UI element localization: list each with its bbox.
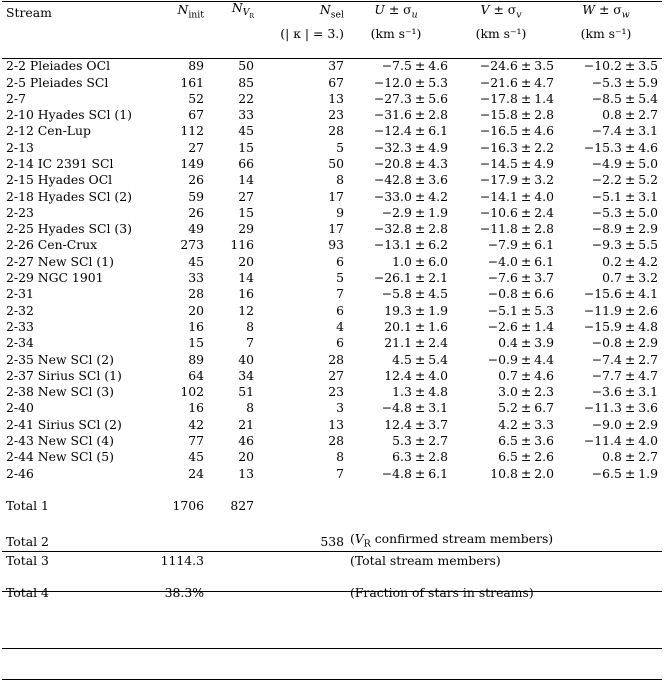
n-init-cell: 112 xyxy=(180,123,204,139)
n-sel-cell: 93 xyxy=(328,237,344,253)
w-cell: −5.3 ± 5.9 xyxy=(591,74,658,90)
u-cell: −33.0 ± 4.2 xyxy=(373,188,448,204)
stream-name: 2-29 NGC 1901 xyxy=(6,270,104,286)
n-sel-cell: 5 xyxy=(336,270,344,286)
n-vr-cell: 29 xyxy=(238,221,254,237)
n-vr-cell: 12 xyxy=(238,302,254,318)
n-sel-cell: 5 xyxy=(336,139,344,155)
u-cell: 4.5 ± 5.4 xyxy=(392,351,448,367)
table-row xyxy=(6,303,658,319)
header-u: $\overline{U} \pm \sigma_u$ xyxy=(374,1,418,21)
w-cell: −8.5 ± 5.4 xyxy=(591,90,658,106)
stream-name: 2-34 xyxy=(6,335,34,351)
table-row xyxy=(6,417,658,433)
n-init-cell: 273 xyxy=(180,237,204,253)
stream-name: 2-38 New SCl (3) xyxy=(6,384,114,400)
table-row xyxy=(6,140,658,156)
u-cell: −7.5 ± 4.6 xyxy=(381,58,448,74)
n-sel-cell: 6 xyxy=(336,302,344,318)
table-row xyxy=(6,123,658,139)
stream-name: 2-2 Pleiades OCl xyxy=(6,58,111,74)
total4-fraction: 38.3% xyxy=(164,585,204,601)
n-init-cell: 59 xyxy=(188,188,204,204)
n-init-cell: 89 xyxy=(188,351,204,367)
table-row xyxy=(6,91,658,107)
total1-label: Total 1 xyxy=(6,498,49,514)
n-init-cell: 52 xyxy=(188,90,204,106)
table-row xyxy=(6,221,658,237)
u-cell: 1.0 ± 6.0 xyxy=(392,253,448,269)
n-init-cell: 49 xyxy=(188,221,204,237)
n-sel-cell: 9 xyxy=(336,204,344,220)
v-cell: −7.9 ± 6.1 xyxy=(487,237,554,253)
n-sel-cell: 28 xyxy=(328,123,344,139)
w-cell: −7.4 ± 3.1 xyxy=(591,123,658,139)
n-vr-cell: 46 xyxy=(238,433,254,449)
stream-name: 2-26 Cen-Crux xyxy=(6,237,98,253)
n-init-cell: 64 xyxy=(188,367,204,383)
n-sel-cell: 13 xyxy=(328,416,344,432)
table-row xyxy=(6,205,658,221)
stream-name: 2-35 New SCl (2) xyxy=(6,351,114,367)
n-sel-cell: 13 xyxy=(328,90,344,106)
n-vr-cell: 40 xyxy=(238,351,254,367)
total3-rule xyxy=(2,648,662,649)
n-init-cell: 28 xyxy=(188,286,204,302)
u-cell: 6.3 ± 2.8 xyxy=(392,449,448,465)
n-vr-cell: 66 xyxy=(238,156,254,171)
total1-n-init: 1706 xyxy=(172,498,204,514)
table-row xyxy=(6,433,658,449)
n-sel-cell: 27 xyxy=(328,367,344,383)
u-cell: −32.8 ± 2.8 xyxy=(373,221,448,237)
u-cell: −26.1 ± 2.1 xyxy=(373,270,448,286)
u-cell: 1.3 ± 4.8 xyxy=(392,384,448,400)
w-cell: −9.3 ± 5.5 xyxy=(591,237,658,253)
w-cell: 0.2 ± 4.2 xyxy=(602,253,658,269)
u-cell: 20.1 ± 1.6 xyxy=(384,318,448,334)
w-cell: −15.6 ± 4.1 xyxy=(583,286,658,302)
table-row xyxy=(6,335,658,351)
w-cell: 0.7 ± 3.2 xyxy=(602,270,658,286)
w-cell: −3.6 ± 3.1 xyxy=(591,384,658,400)
table-row xyxy=(6,319,658,335)
u-cell: −13.1 ± 6.2 xyxy=(373,237,448,253)
total4-note: (Fraction of stars in streams) xyxy=(350,585,534,601)
table-row xyxy=(6,286,658,302)
n-sel-cell: 28 xyxy=(328,351,344,367)
table-row xyxy=(6,449,658,465)
u-cell: 5.3 ± 2.7 xyxy=(392,433,448,449)
total3-note: (Total stream members) xyxy=(350,552,501,568)
n-sel-cell: 7 xyxy=(336,465,344,481)
stream-name: 2-5 Pleiades SCl xyxy=(6,74,109,90)
n-vr-cell: 7 xyxy=(246,335,254,351)
total3-label: Total 3 xyxy=(6,552,49,568)
n-sel-cell: 6 xyxy=(336,335,344,351)
u-cell: 21.1 ± 2.4 xyxy=(384,335,448,351)
u-cell: −12.4 ± 6.1 xyxy=(373,123,448,139)
v-cell: 4.2 ± 3.3 xyxy=(498,416,554,432)
n-sel-cell: 8 xyxy=(336,449,344,465)
stream-name: 2-13 xyxy=(6,139,34,155)
stream-name: 2-15 Hyades OCl xyxy=(6,172,113,188)
header-n-sel: $N_{sel}$ xyxy=(319,1,344,21)
header-n-init: $N_{init}$ xyxy=(177,1,204,21)
n-init-cell: 27 xyxy=(188,139,204,155)
header-w: $\overline{W} \pm \sigma_w$ xyxy=(582,1,630,21)
w-cell: −10.2 ± 3.5 xyxy=(583,58,658,74)
header-kappa-note: (| κ | = 3.) xyxy=(280,25,344,41)
v-cell: −17.8 ± 1.4 xyxy=(479,90,554,106)
n-init-cell: 16 xyxy=(188,318,204,334)
v-cell: −4.0 ± 6.1 xyxy=(487,253,554,269)
v-cell: −10.6 ± 2.4 xyxy=(479,204,554,220)
w-cell: −11.3 ± 3.6 xyxy=(583,400,658,416)
header-v-unit: (km s⁻¹) xyxy=(475,25,527,41)
w-cell: −15.3 ± 4.6 xyxy=(583,139,658,155)
v-cell: 10.8 ± 2.0 xyxy=(490,465,554,481)
n-init-cell: 20 xyxy=(188,302,204,318)
streams-table xyxy=(6,0,658,601)
n-init-cell: 67 xyxy=(188,107,204,123)
stream-name: 2-46 xyxy=(6,465,34,481)
stream-name: 2-41 Sirius SCl (2) xyxy=(6,416,122,432)
v-cell: −16.5 ± 4.6 xyxy=(479,123,554,139)
total2-label: Total 2 xyxy=(6,533,49,549)
u-cell: 12.4 ± 3.7 xyxy=(384,416,448,432)
v-cell: 5.2 ± 6.7 xyxy=(498,400,554,416)
stream-rows xyxy=(6,58,658,482)
n-sel-cell: 6 xyxy=(336,253,344,269)
stream-name: 2-33 xyxy=(6,318,34,334)
n-sel-cell: 28 xyxy=(328,433,344,449)
u-cell: −27.3 ± 5.6 xyxy=(373,90,448,106)
table-row xyxy=(6,237,658,253)
u-cell: −42.8 ± 3.6 xyxy=(373,172,448,188)
n-vr-cell: 8 xyxy=(246,318,254,334)
n-vr-cell: 8 xyxy=(246,400,254,416)
w-cell: −6.5 ± 1.9 xyxy=(591,465,658,481)
v-cell: −0.8 ± 6.6 xyxy=(487,286,554,302)
n-sel-cell: 17 xyxy=(328,188,344,204)
n-init-cell: 42 xyxy=(188,416,204,432)
w-cell: −5.3 ± 5.0 xyxy=(591,204,658,220)
stream-name: 2-7 xyxy=(6,90,26,106)
n-sel-cell: 3 xyxy=(336,400,344,416)
n-sel-cell: 8 xyxy=(336,172,344,188)
total2-n-sel: 538 xyxy=(320,533,344,549)
table-row xyxy=(6,189,658,205)
header-row-2 xyxy=(6,26,658,42)
total4-row xyxy=(6,585,658,601)
total1-n-vr: 827 xyxy=(230,498,254,514)
header-v: $\overline{V} \pm \sigma_v$ xyxy=(480,1,522,21)
header-row-1 xyxy=(6,0,658,26)
n-init-cell: 24 xyxy=(188,465,204,481)
v-cell: 6.5 ± 3.6 xyxy=(498,433,554,449)
w-cell: −8.9 ± 2.9 xyxy=(591,221,658,237)
header-w-unit: (km s⁻¹) xyxy=(580,25,632,41)
n-sel-cell: 23 xyxy=(328,107,344,123)
n-sel-cell: 23 xyxy=(328,384,344,400)
table-row xyxy=(6,466,658,482)
u-cell: 19.3 ± 1.9 xyxy=(384,302,448,318)
stream-name: 2-12 Cen-Lup xyxy=(6,123,91,139)
u-cell: −5.8 ± 4.5 xyxy=(381,286,448,302)
header-stream: Stream xyxy=(6,4,52,20)
v-cell: −15.8 ± 2.8 xyxy=(479,107,554,123)
n-sel-cell: 7 xyxy=(336,286,344,302)
w-cell: −15.9 ± 4.8 xyxy=(583,318,658,334)
n-sel-cell: 37 xyxy=(328,58,344,74)
v-cell: −21.6 ± 4.7 xyxy=(479,74,554,90)
n-vr-cell: 20 xyxy=(238,253,254,269)
total3-row xyxy=(6,553,658,569)
w-cell: −11.4 ± 4.0 xyxy=(583,433,658,449)
w-cell: 0.8 ± 2.7 xyxy=(602,449,658,465)
v-cell: −14.1 ± 4.0 xyxy=(479,188,554,204)
table-row xyxy=(6,352,658,368)
stream-name: 2-23 xyxy=(6,204,34,220)
v-cell: −2.6 ± 1.4 xyxy=(487,318,554,334)
n-vr-cell: 85 xyxy=(238,74,254,90)
n-vr-cell: 15 xyxy=(238,204,254,220)
v-cell: −0.9 ± 4.4 xyxy=(487,351,554,367)
stream-name: 2-25 Hyades SCl (3) xyxy=(6,221,132,237)
n-vr-cell: 51 xyxy=(238,384,254,400)
n-vr-cell: 14 xyxy=(238,270,254,286)
n-init-cell: 15 xyxy=(188,335,204,351)
n-init-cell: 16 xyxy=(188,400,204,416)
n-init-cell: 77 xyxy=(188,433,204,449)
w-cell: −11.9 ± 2.6 xyxy=(583,302,658,318)
total2-row xyxy=(6,531,658,553)
u-cell: −4.8 ± 6.1 xyxy=(381,465,448,481)
v-cell: −7.6 ± 3.7 xyxy=(487,270,554,286)
n-vr-cell: 13 xyxy=(238,465,254,481)
v-cell: −24.6 ± 3.5 xyxy=(479,58,554,74)
n-init-cell: 45 xyxy=(188,253,204,269)
w-cell: −5.1 ± 3.1 xyxy=(591,188,658,204)
n-init-cell: 149 xyxy=(180,156,204,171)
u-cell: −12.0 ± 5.3 xyxy=(373,74,448,90)
table-row xyxy=(6,270,658,286)
v-cell: −11.8 ± 2.8 xyxy=(479,221,554,237)
total1-row xyxy=(6,498,658,514)
v-cell: 3.0 ± 2.3 xyxy=(498,384,554,400)
n-vr-cell: 14 xyxy=(238,172,254,188)
stream-name: 2-43 New SCl (4) xyxy=(6,433,114,449)
u-cell: −31.6 ± 2.8 xyxy=(373,107,448,123)
table-row xyxy=(6,384,658,400)
n-vr-cell: 33 xyxy=(238,107,254,123)
total4-label: Total 4 xyxy=(6,585,49,601)
n-vr-cell: 21 xyxy=(238,416,254,432)
n-init-cell: 102 xyxy=(180,384,204,400)
v-cell: −5.1 ± 5.3 xyxy=(487,302,554,318)
stream-name: 2-31 xyxy=(6,286,34,302)
n-init-cell: 89 xyxy=(188,58,204,74)
n-vr-cell: 45 xyxy=(238,123,254,139)
w-cell: −0.8 ± 2.9 xyxy=(591,335,658,351)
w-cell: −2.2 ± 5.2 xyxy=(591,172,658,188)
w-cell: 0.8 ± 2.7 xyxy=(602,107,658,123)
table-row xyxy=(6,368,658,384)
w-cell: −7.4 ± 2.7 xyxy=(591,351,658,367)
stream-name: 2-14 IC 2391 SCl xyxy=(6,156,114,171)
n-vr-cell: 16 xyxy=(238,286,254,302)
table-row xyxy=(6,107,658,123)
n-vr-cell: 27 xyxy=(238,188,254,204)
v-cell: 0.7 ± 4.6 xyxy=(498,367,554,383)
table-row xyxy=(6,400,658,416)
w-cell: −9.0 ± 2.9 xyxy=(591,416,658,432)
n-init-cell: 33 xyxy=(188,270,204,286)
n-sel-cell: 17 xyxy=(328,221,344,237)
stream-name: 2-37 Sirius SCl (1) xyxy=(6,367,122,383)
table-row xyxy=(6,156,658,172)
stream-name: 2-10 Hyades SCl (1) xyxy=(6,107,132,123)
v-cell: −16.3 ± 2.2 xyxy=(479,139,554,155)
stream-name: 2-40 xyxy=(6,400,34,416)
n-vr-cell: 34 xyxy=(238,367,254,383)
table-row xyxy=(6,75,658,91)
n-vr-cell: 116 xyxy=(230,237,254,253)
u-cell: −32.3 ± 4.9 xyxy=(373,139,448,155)
w-cell: −7.7 ± 4.7 xyxy=(591,367,658,383)
v-cell: −17.9 ± 3.2 xyxy=(479,172,554,188)
n-sel-cell: 50 xyxy=(328,156,344,171)
n-vr-cell: 15 xyxy=(238,139,254,155)
n-init-cell: 26 xyxy=(188,204,204,220)
header-n-vr: $N_{V_R}$ xyxy=(231,0,254,21)
w-cell: −4.9 ± 5.0 xyxy=(591,156,658,171)
n-vr-cell: 22 xyxy=(238,90,254,106)
stream-name: 2-44 New SCl (5) xyxy=(6,449,114,465)
total2-note: ($V_R$ confirmed stream members) xyxy=(350,530,554,550)
n-sel-cell: 4 xyxy=(336,318,344,334)
n-init-cell: 45 xyxy=(188,449,204,465)
n-vr-cell: 50 xyxy=(238,58,254,74)
n-sel-cell: 67 xyxy=(328,74,344,90)
table-row xyxy=(6,172,658,188)
u-cell: −20.8 ± 4.3 xyxy=(373,156,448,171)
u-cell: 12.4 ± 4.0 xyxy=(384,367,448,383)
stream-name: 2-27 New SCl (1) xyxy=(6,253,114,269)
v-cell: −14.5 ± 4.9 xyxy=(479,156,554,171)
table-row xyxy=(6,254,658,270)
n-vr-cell: 20 xyxy=(238,449,254,465)
total3-n-init: 1114.3 xyxy=(160,552,204,568)
v-cell: 6.5 ± 2.6 xyxy=(498,449,554,465)
n-init-cell: 161 xyxy=(180,74,204,90)
stream-name: 2-18 Hyades SCl (2) xyxy=(6,188,132,204)
n-init-cell: 26 xyxy=(188,172,204,188)
v-cell: 0.4 ± 3.9 xyxy=(498,335,554,351)
u-cell: −4.8 ± 3.1 xyxy=(381,400,448,416)
stream-name: 2-32 xyxy=(6,302,34,318)
u-cell: −2.9 ± 1.9 xyxy=(381,204,448,220)
header-u-unit: (km s⁻¹) xyxy=(370,25,422,41)
table-row xyxy=(6,58,658,74)
